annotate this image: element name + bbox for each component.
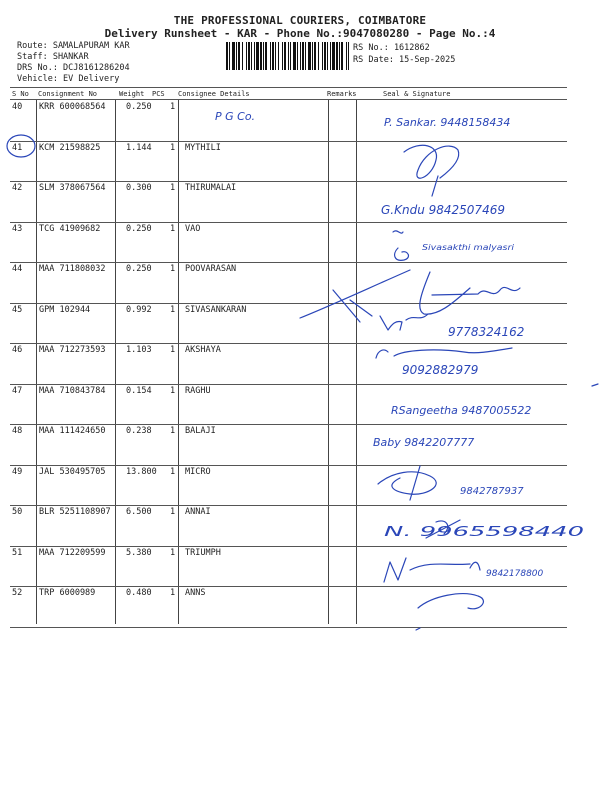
row40-signature-text: P. Sankar. 9448158434 bbox=[384, 116, 511, 129]
table-row-divider bbox=[10, 384, 567, 385]
row-pcs: 1 bbox=[170, 223, 176, 234]
row-pcs: 1 bbox=[170, 102, 176, 112]
table-row-divider bbox=[10, 586, 567, 587]
table-row-divider bbox=[10, 141, 567, 142]
row-weight: 0.300 bbox=[126, 183, 152, 193]
table-top-rule bbox=[10, 87, 567, 88]
row-sno: 51 bbox=[12, 547, 23, 558]
row-consignee: ANNAI bbox=[185, 507, 211, 517]
row41-signature-scribble bbox=[404, 145, 459, 196]
header-remarks: Remarks bbox=[327, 90, 357, 98]
row-consignee: TRIUMPH bbox=[185, 547, 221, 558]
row-consignment: BLR 5251108907 bbox=[39, 507, 111, 517]
row48-signature-text: Baby 9842207777 bbox=[373, 436, 475, 449]
row-consignee: THIRUMALAI bbox=[185, 183, 237, 193]
header-consignment: Consignment No bbox=[38, 90, 98, 98]
row-sno: 46 bbox=[12, 345, 23, 355]
row-consignee: VAO bbox=[185, 223, 201, 234]
barcode bbox=[226, 42, 349, 70]
row46-signature-text: 9092882979 bbox=[402, 363, 479, 377]
table-row-divider bbox=[10, 303, 567, 304]
table-row-divider bbox=[10, 181, 567, 182]
row-weight: 0.250 bbox=[126, 223, 152, 234]
row-consignment: TRP 6000989 bbox=[39, 588, 96, 598]
row-pcs: 1 bbox=[170, 142, 176, 153]
row50-signature-scribble bbox=[426, 520, 460, 538]
row-sno: 52 bbox=[12, 588, 23, 598]
row-weight: 0.992 bbox=[126, 304, 152, 315]
row-weight: 13.800 bbox=[126, 466, 157, 477]
row47-signature-text: RSangeetha 9487005522 bbox=[391, 404, 532, 417]
row51-signature-text: 9842178800 bbox=[486, 569, 544, 579]
row-consignment: SLM 378067564 bbox=[39, 183, 106, 193]
route-label: Route: SAMALAPURAM KAR bbox=[17, 41, 130, 51]
row-pcs: 1 bbox=[170, 304, 176, 315]
row-weight: 1.144 bbox=[126, 142, 152, 153]
row-sno: 45 bbox=[12, 304, 23, 315]
table-row-divider bbox=[10, 546, 567, 547]
row-sno: 44 bbox=[12, 264, 23, 274]
row-pcs: 1 bbox=[170, 547, 176, 558]
vehicle-label: Vehicle: EV Delivery bbox=[17, 74, 120, 84]
row-consignee: AKSHAYA bbox=[185, 345, 221, 355]
row-sno: 42 bbox=[12, 183, 23, 193]
row-consignment: GPM 102944 bbox=[39, 304, 91, 315]
row45-cross-mark bbox=[333, 290, 372, 322]
row45-signature-scribble bbox=[380, 314, 428, 330]
row-weight: 0.238 bbox=[126, 426, 152, 436]
table-row-divider bbox=[10, 222, 567, 223]
row-weight: 0.250 bbox=[126, 264, 152, 274]
row45-signature-text: 9778324162 bbox=[448, 325, 525, 339]
table-row-divider bbox=[10, 343, 567, 344]
row-sno: 47 bbox=[12, 385, 23, 396]
row-pcs: 1 bbox=[170, 426, 176, 436]
header-sno: S No bbox=[12, 90, 29, 98]
rs-date: RS Date: 15-Sep-2025 bbox=[353, 55, 456, 65]
row-consignment: KCM 21598825 bbox=[39, 142, 101, 153]
row50-signature-text: N. 9965598440 bbox=[384, 525, 584, 540]
row-consignment: TCG 41909682 bbox=[39, 223, 101, 234]
table-row-divider bbox=[10, 262, 567, 263]
row-sno: 50 bbox=[12, 507, 23, 517]
table-row-divider bbox=[10, 465, 567, 466]
row-consignment: JAL 530495705 bbox=[39, 466, 106, 477]
header-pcs: PCS bbox=[152, 90, 165, 98]
row-consignee: ANNS bbox=[185, 588, 206, 598]
row-weight: 1.103 bbox=[126, 345, 152, 355]
row-consignee: BALAJI bbox=[185, 426, 216, 436]
row-pcs: 1 bbox=[170, 345, 176, 355]
row49-signature-text: 9842787937 bbox=[460, 486, 524, 497]
table-header-rule bbox=[10, 99, 567, 100]
row-consignment: MAA 710843784 bbox=[39, 385, 106, 396]
row52-signature-scribble bbox=[418, 594, 483, 609]
row49-signature-scribble bbox=[378, 466, 436, 500]
header-consignee: Consignee Details bbox=[178, 90, 250, 98]
row-weight: 5.380 bbox=[126, 547, 152, 558]
row-consignee: POOVARASAN bbox=[185, 264, 237, 274]
row-pcs: 1 bbox=[170, 264, 176, 274]
row51-signature-scribble bbox=[384, 558, 480, 582]
row44-signature-scribble bbox=[420, 272, 520, 314]
row-pcs: 1 bbox=[170, 466, 176, 477]
drs-number: DRS No.: DCJ8161286204 bbox=[17, 63, 130, 73]
row-weight: 0.154 bbox=[126, 385, 152, 396]
company-title: THE PROFESSIONAL COURIERS, COIMBATORE bbox=[173, 14, 427, 27]
row-consignment: MAA 712273593 bbox=[39, 345, 106, 355]
row46-signature-scribble bbox=[376, 348, 512, 358]
row-sno: 41 bbox=[12, 142, 23, 153]
row-sno: 49 bbox=[12, 466, 23, 477]
row-consignment: MAA 711808032 bbox=[39, 264, 106, 274]
row43-signature-scribble bbox=[393, 231, 408, 260]
row42-signature-text: G.Kndu 9842507469 bbox=[381, 203, 505, 217]
row-pcs: 1 bbox=[170, 588, 176, 598]
row-consignee: MYTHILI bbox=[185, 142, 221, 153]
header-seal-signature: Seal & Signature bbox=[383, 90, 451, 98]
header-weight: Weight bbox=[119, 90, 145, 98]
row-consignee: MICRO bbox=[185, 466, 211, 477]
staff-label: Staff: SHANKAR bbox=[17, 52, 89, 62]
row-consignment: KRR 600068564 bbox=[39, 102, 106, 112]
row-sno: 43 bbox=[12, 223, 23, 234]
row40-handwritten-consignee: P G Co. bbox=[215, 110, 256, 123]
edge-mark bbox=[416, 628, 420, 630]
table-row-divider bbox=[10, 505, 567, 506]
row-weight: 0.250 bbox=[126, 102, 152, 112]
row-pcs: 1 bbox=[170, 183, 176, 193]
row45-arrow-line bbox=[300, 270, 410, 318]
row-sno: 48 bbox=[12, 426, 23, 436]
runsheet-subtitle: Delivery Runsheet - KAR - Phone No.:9047080280 - Page No.:4 bbox=[104, 27, 496, 40]
row-consignee: SIVASANKARAN bbox=[185, 304, 247, 315]
table-row-divider bbox=[10, 627, 567, 628]
row-pcs: 1 bbox=[170, 385, 176, 396]
table-row-divider bbox=[10, 424, 567, 425]
row-consignment: MAA 712209599 bbox=[39, 547, 106, 558]
row-consignee: RAGHU bbox=[185, 385, 211, 396]
row-consignment: MAA 111424650 bbox=[39, 426, 106, 436]
edge-mark bbox=[592, 384, 598, 386]
row-weight: 0.480 bbox=[126, 588, 152, 598]
row-pcs: 1 bbox=[170, 507, 176, 517]
row-weight: 6.500 bbox=[126, 507, 152, 517]
rs-number: RS No.: 1612862 bbox=[353, 43, 430, 53]
row43-signature-text: Sivasakthi malyasri bbox=[422, 243, 515, 252]
row-sno: 40 bbox=[12, 102, 23, 112]
